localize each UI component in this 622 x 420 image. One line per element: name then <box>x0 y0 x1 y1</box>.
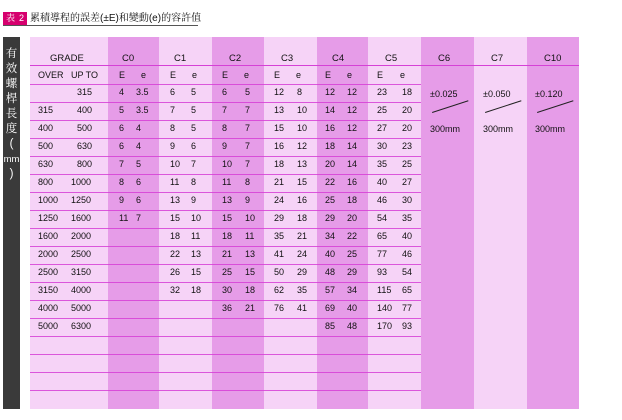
value-e-upper: 170 <box>377 321 393 331</box>
value-e-upper: 62 <box>274 285 285 295</box>
value-e-lower: 6 <box>136 177 142 187</box>
value-e-lower: 18 <box>402 87 413 97</box>
value-e-lower: 27 <box>402 177 413 187</box>
special-length: 300mm <box>430 124 461 134</box>
value-e-upper: 25 <box>377 105 388 115</box>
value-e-lower: 7 <box>136 213 142 223</box>
value-e-lower: 35 <box>402 213 413 223</box>
value-e-lower: 5 <box>191 105 197 115</box>
value-e-upper: 18 <box>222 231 233 241</box>
value-e-upper: 7 <box>119 159 125 169</box>
row-upto: 1000 <box>71 177 92 187</box>
value-e-upper: 85 <box>325 321 336 331</box>
row-rule <box>30 390 421 391</box>
value-e-upper: 18 <box>274 159 285 169</box>
grade-heading: C5 <box>385 53 398 64</box>
value-e-upper: 25 <box>222 267 233 277</box>
side-label-char: 桿 <box>5 93 18 105</box>
row-over: 500 <box>38 141 54 151</box>
sub-header-e-upper: E <box>222 70 229 80</box>
grade-heading: C1 <box>174 53 187 64</box>
value-e-upper: 40 <box>325 249 336 259</box>
value-e-lower: 10 <box>245 213 256 223</box>
value-e-upper: 35 <box>377 159 388 169</box>
value-e-lower: 34 <box>347 285 358 295</box>
value-e-upper: 27 <box>377 123 388 133</box>
value-e-lower: 40 <box>402 231 413 241</box>
value-e-lower: 13 <box>245 249 256 259</box>
value-e-upper: 7 <box>222 105 228 115</box>
value-e-upper: 20 <box>325 159 336 169</box>
row-upto: 1250 <box>71 195 92 205</box>
value-e-upper: 29 <box>274 213 285 223</box>
value-e-upper: 8 <box>170 123 176 133</box>
value-e-upper: 30 <box>222 285 233 295</box>
side-label <box>3 37 20 409</box>
value-e-lower: 14 <box>347 141 358 151</box>
value-e-lower: 12 <box>297 141 308 151</box>
special-value: ±0.050 <box>483 89 511 99</box>
value-e-lower: 8 <box>297 87 303 97</box>
value-e-lower: 21 <box>297 231 308 241</box>
upto-header: UP TO <box>71 70 99 80</box>
grade-heading: C4 <box>332 53 345 64</box>
value-e-upper: 9 <box>119 195 125 205</box>
special-length: 300mm <box>535 124 566 134</box>
sub-header-e-upper: E <box>274 70 281 80</box>
value-e-lower: 5 <box>245 87 251 97</box>
row-upto: 2500 <box>71 249 92 259</box>
side-label-char: mm <box>3 154 20 165</box>
row-upto: 800 <box>77 159 93 169</box>
row-rule <box>30 192 421 193</box>
value-e-lower: 9 <box>245 195 251 205</box>
value-e-lower: 54 <box>402 267 413 277</box>
value-e-upper: 9 <box>222 141 228 151</box>
value-e-upper: 14 <box>325 105 336 115</box>
side-label-char: 有 <box>5 48 18 60</box>
value-e-upper: 18 <box>325 141 336 151</box>
value-e-lower: 25 <box>347 249 358 259</box>
value-e-lower: 15 <box>297 177 308 187</box>
row-over: 800 <box>38 177 54 187</box>
row-upto: 1600 <box>71 213 92 223</box>
value-e-upper: 15 <box>170 213 181 223</box>
value-e-upper: 13 <box>274 105 285 115</box>
value-e-lower: 65 <box>402 285 413 295</box>
row-rule <box>30 318 421 319</box>
value-e-lower: 35 <box>297 285 308 295</box>
side-label-char: 度 <box>5 123 18 135</box>
value-e-upper: 11 <box>119 213 129 223</box>
value-e-upper: 9 <box>170 141 176 151</box>
value-e-upper: 13 <box>222 195 233 205</box>
value-e-lower: 5 <box>191 87 197 97</box>
row-upto: 5000 <box>71 303 92 313</box>
value-e-upper: 16 <box>325 123 336 133</box>
value-e-upper: 13 <box>170 195 181 205</box>
sub-header-e-upper: E <box>119 70 126 80</box>
row-over: 2500 <box>38 267 59 277</box>
value-e-upper: 11 <box>170 177 180 187</box>
row-rule <box>30 120 421 121</box>
row-upto: 3150 <box>71 267 92 277</box>
value-e-upper: 6 <box>119 123 125 133</box>
value-e-lower: 5 <box>136 159 142 169</box>
value-e-lower: 10 <box>191 213 202 223</box>
value-e-lower: 29 <box>347 267 358 277</box>
value-e-lower: 12 <box>347 87 358 97</box>
sub-header-e-lower: e <box>141 70 147 80</box>
row-over: 1250 <box>38 213 59 223</box>
row-over: 3150 <box>38 285 59 295</box>
value-e-lower: 4 <box>136 123 142 133</box>
value-e-lower: 8 <box>191 177 197 187</box>
row-rule <box>30 228 421 229</box>
value-e-lower: 14 <box>347 159 358 169</box>
value-e-lower: 24 <box>297 249 308 259</box>
value-e-upper: 36 <box>222 303 233 313</box>
value-e-upper: 115 <box>377 285 392 295</box>
value-e-lower: 3.5 <box>136 87 149 97</box>
row-upto: 315 <box>77 87 93 97</box>
value-e-lower: 20 <box>402 123 413 133</box>
value-e-lower: 12 <box>347 105 358 115</box>
value-e-lower: 10 <box>297 105 308 115</box>
value-e-lower: 6 <box>191 141 197 151</box>
side-label-char: 效 <box>5 63 18 75</box>
value-e-lower: 30 <box>402 195 413 205</box>
grade-heading: C3 <box>281 53 294 64</box>
row-rule <box>30 156 421 157</box>
value-e-lower: 46 <box>402 249 413 259</box>
value-e-upper: 24 <box>274 195 285 205</box>
grade-header: GRADE <box>50 53 84 64</box>
value-e-lower: 18 <box>297 213 308 223</box>
sub-header-e-upper: E <box>325 70 332 80</box>
row-upto: 630 <box>77 141 93 151</box>
value-e-upper: 41 <box>274 249 285 259</box>
value-e-lower: 4 <box>136 141 142 151</box>
value-e-lower: 7 <box>245 105 251 115</box>
grade-heading: C6 <box>438 53 451 64</box>
value-e-upper: 23 <box>377 87 388 97</box>
value-e-upper: 26 <box>170 267 181 277</box>
value-e-lower: 6 <box>136 195 142 205</box>
value-e-upper: 46 <box>377 195 388 205</box>
value-e-lower: 15 <box>245 267 256 277</box>
value-e-lower: 12 <box>347 123 358 133</box>
value-e-upper: 29 <box>325 213 336 223</box>
value-e-lower: 18 <box>245 285 256 295</box>
row-rule <box>30 264 421 265</box>
row-over: 4000 <box>38 303 59 313</box>
value-e-upper: 34 <box>325 231 336 241</box>
row-over: 5000 <box>38 321 59 331</box>
value-e-upper: 6 <box>119 141 125 151</box>
grade-heading: C0 <box>122 53 135 64</box>
row-rule <box>30 174 421 175</box>
value-e-upper: 10 <box>222 159 233 169</box>
over-header: OVER <box>38 70 64 80</box>
value-e-upper: 77 <box>377 249 388 259</box>
value-e-lower: 93 <box>402 321 413 331</box>
side-label-char: ) <box>9 168 14 180</box>
sub-header-e-upper: E <box>170 70 177 80</box>
special-value: ±0.025 <box>430 89 458 99</box>
value-e-upper: 22 <box>325 177 336 187</box>
value-e-lower: 29 <box>297 267 308 277</box>
value-e-upper: 12 <box>325 87 336 97</box>
value-e-upper: 7 <box>170 105 176 115</box>
row-rule <box>30 282 421 283</box>
value-e-lower: 20 <box>402 105 413 115</box>
value-e-lower: 8 <box>245 177 251 187</box>
value-e-lower: 11 <box>245 231 255 241</box>
value-e-lower: 16 <box>347 177 358 187</box>
row-rule <box>30 372 421 373</box>
table-tag-word: 表 <box>6 13 16 23</box>
row-upto: 2000 <box>71 231 92 241</box>
sub-header-e-lower: e <box>400 70 406 80</box>
row-upto: 6300 <box>71 321 92 331</box>
value-e-upper: 8 <box>222 123 228 133</box>
value-e-lower: 18 <box>347 195 358 205</box>
special-value: ±0.120 <box>535 89 563 99</box>
value-e-lower: 7 <box>245 123 251 133</box>
value-e-upper: 6 <box>170 87 176 97</box>
value-e-upper: 15 <box>274 123 285 133</box>
value-e-upper: 140 <box>377 303 393 313</box>
row-rule <box>30 138 421 139</box>
row-upto: 4000 <box>71 285 92 295</box>
value-e-lower: 7 <box>245 159 251 169</box>
row-over: 1600 <box>38 231 59 241</box>
value-e-upper: 15 <box>222 213 233 223</box>
value-e-upper: 21 <box>222 249 233 259</box>
grade-heading: C2 <box>229 53 242 64</box>
value-e-upper: 4 <box>119 87 125 97</box>
value-e-lower: 5 <box>191 123 197 133</box>
value-e-lower: 18 <box>191 285 202 295</box>
value-e-lower: 15 <box>191 267 202 277</box>
special-length: 300mm <box>483 124 514 134</box>
value-e-upper: 6 <box>222 87 228 97</box>
value-e-lower: 22 <box>347 231 358 241</box>
value-e-upper: 35 <box>274 231 285 241</box>
value-e-upper: 50 <box>274 267 285 277</box>
table-tag-number: 2 <box>19 13 25 23</box>
value-e-upper: 57 <box>325 285 336 295</box>
value-e-lower: 48 <box>347 321 358 331</box>
value-e-lower: 41 <box>297 303 308 313</box>
value-e-lower: 16 <box>297 195 308 205</box>
value-e-lower: 9 <box>191 195 197 205</box>
sub-header-e-upper: E <box>377 70 384 80</box>
table-caption <box>3 12 201 25</box>
value-e-upper: 21 <box>274 177 285 187</box>
row-rule <box>30 210 421 211</box>
value-e-upper: 54 <box>377 213 388 223</box>
caption-underline <box>3 25 198 26</box>
row-rule <box>30 336 421 337</box>
table-title: 累積導程的誤差(±E)和變動(e)的容許值 <box>30 13 202 24</box>
row-rule <box>30 102 421 103</box>
value-e-lower: 13 <box>297 159 308 169</box>
value-e-upper: 22 <box>170 249 181 259</box>
row-rule <box>30 246 421 247</box>
value-e-lower: 23 <box>402 141 413 151</box>
value-e-upper: 40 <box>377 177 388 187</box>
row-rule <box>30 354 421 355</box>
side-label-char: 螺 <box>5 78 18 90</box>
table-tag <box>3 12 27 25</box>
row-rule <box>30 300 421 301</box>
row-over: 315 <box>38 105 54 115</box>
row-rule <box>30 84 421 85</box>
value-e-lower: 7 <box>245 141 251 151</box>
value-e-upper: 65 <box>377 231 388 241</box>
value-e-upper: 76 <box>274 303 285 313</box>
value-e-upper: 12 <box>274 87 285 97</box>
value-e-upper: 48 <box>325 267 336 277</box>
value-e-upper: 32 <box>170 285 181 295</box>
header-rule <box>30 65 579 66</box>
value-e-upper: 18 <box>170 231 181 241</box>
value-e-upper: 16 <box>274 141 285 151</box>
value-e-lower: 10 <box>297 123 308 133</box>
sub-header-e-lower: e <box>244 70 250 80</box>
value-e-lower: 7 <box>191 159 197 169</box>
row-over: 400 <box>38 123 54 133</box>
row-upto: 400 <box>77 105 93 115</box>
value-e-upper: 10 <box>170 159 181 169</box>
value-e-lower: 13 <box>191 249 202 259</box>
value-e-lower: 11 <box>191 231 201 241</box>
row-over: 2000 <box>38 249 59 259</box>
value-e-upper: 11 <box>222 177 232 187</box>
grade-heading: C10 <box>544 53 562 64</box>
sub-header-e-lower: e <box>296 70 302 80</box>
value-e-lower: 77 <box>402 303 413 313</box>
sub-header-e-lower: e <box>192 70 198 80</box>
value-e-upper: 93 <box>377 267 388 277</box>
value-e-upper: 5 <box>119 105 125 115</box>
value-e-lower: 20 <box>347 213 358 223</box>
grade-heading: C7 <box>491 53 504 64</box>
value-e-upper: 69 <box>325 303 336 313</box>
row-upto: 500 <box>77 123 93 133</box>
value-e-lower: 25 <box>402 159 413 169</box>
value-e-upper: 8 <box>119 177 125 187</box>
sub-header-e-lower: e <box>347 70 353 80</box>
side-label-char: 長 <box>5 108 18 120</box>
value-e-lower: 40 <box>347 303 358 313</box>
value-e-upper: 30 <box>377 141 388 151</box>
value-e-lower: 21 <box>245 303 256 313</box>
value-e-lower: 3.5 <box>136 105 149 115</box>
row-over: 630 <box>38 159 54 169</box>
side-label-char: ( <box>9 138 14 150</box>
row-over: 1000 <box>38 195 59 205</box>
value-e-upper: 25 <box>325 195 336 205</box>
